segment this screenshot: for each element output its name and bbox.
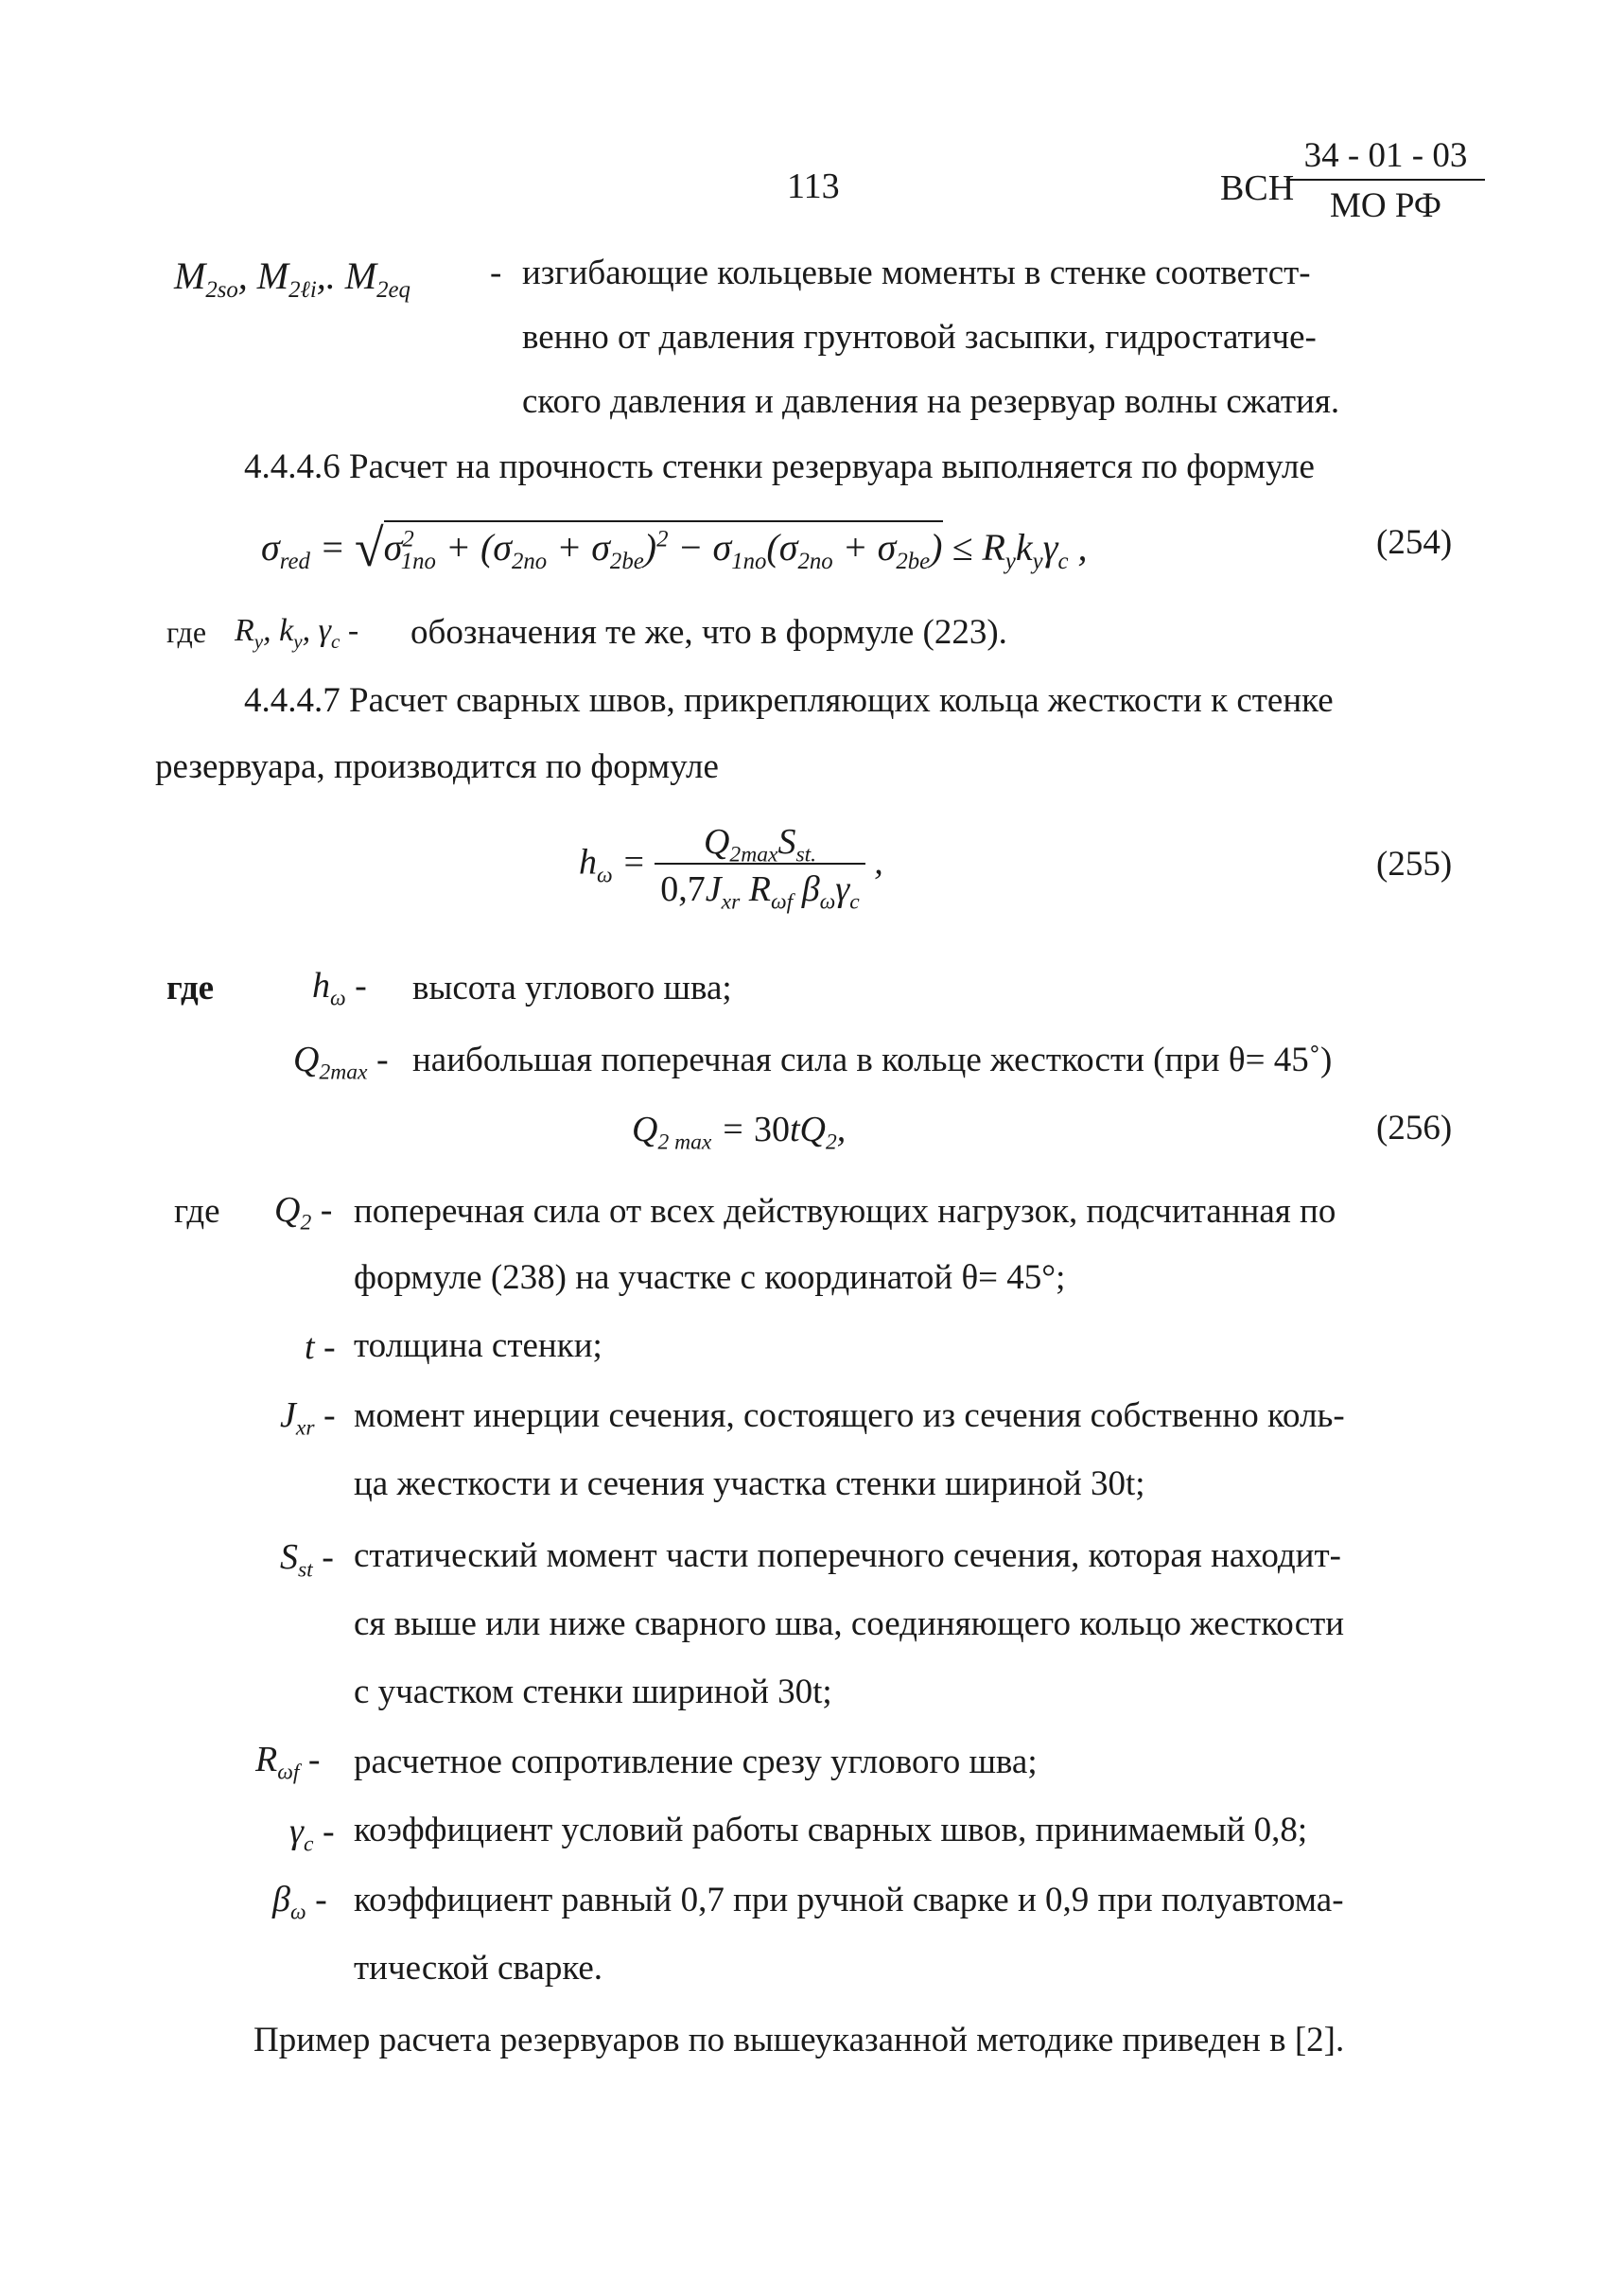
doc-code-bottom: МО РФ <box>1329 186 1442 225</box>
paragraph-4-4-4-7-line-1: 4.4.4.7 Расчет сварных швов, прикрепляющих кольца жесткости к стенке <box>244 681 1334 720</box>
closing-sentence: Пример расчета резервуаров по вышеуказанной методике приведен в [2]. <box>253 2021 1345 2059</box>
doc-code-top: 34 - 01 - 03 <box>1286 138 1485 181</box>
moment-symbols: $M_{2so}$, $M_{2\ell i}$,. $M_{2eq}$ <box>174 254 410 303</box>
legend-jxr-line-2: ца жесткости и сечения участка стенки шириной 30t; <box>354 1464 1145 1503</box>
legend-q2-line-2: формуле (238) на участке с координатой θ= 45°; <box>354 1258 1066 1297</box>
symbol-beta-omega: $\beta_\omega$ - <box>272 1880 327 1925</box>
equation-255-number: (255) <box>1376 845 1453 884</box>
legend-gamma-c-text: коэффициент условий работы сварных швов, принимаемый 0,8; <box>354 1811 1308 1849</box>
legend-sst-line-1: статический момент части поперечного сечения, которая находит- <box>354 1536 1341 1575</box>
equation-254-number: (254) <box>1376 523 1453 562</box>
legend-beta-omega-line-1: коэффициент равный 0,7 при ручной сварке и 0,9 при полуавтома- <box>354 1881 1344 1919</box>
legend-q2max-text: наибольшая поперечная сила в кольце жесткости (при θ= 45˚) <box>412 1041 1333 1079</box>
symbol-h-omega: $h_\omega$ - <box>312 966 367 1011</box>
equation-256: $Q_{2 max} = 30tQ_2$, <box>632 1110 847 1155</box>
where-label-256: где <box>174 1192 220 1231</box>
symbol-q2: $Q_2$ - <box>274 1190 333 1235</box>
doc-prefix: ВСН <box>1220 168 1295 208</box>
moment-line-1: изгибающие кольцевые моменты в стенке соответст- <box>522 254 1311 292</box>
equation-255: $h_\omega$ = $\frac{Q_{2max}S_{st.}}{0,7J_{xr} R_{\omega f} \beta_\omega\gamma_c}$ , <box>579 822 883 915</box>
symbol-gamma-c: $\gamma_c$ - <box>289 1812 335 1857</box>
paragraph-4-4-4-7-line-2: резервуара, производится по формуле <box>155 747 719 786</box>
doc-code <box>1286 138 1485 223</box>
moment-line-3: ского давления и давления на резервуар волны сжатия. <box>522 382 1340 421</box>
where-label-254: где <box>166 615 207 649</box>
legend-h-omega-text: высота углового шва; <box>412 969 732 1007</box>
legend-jxr-line-1: момент инерции сечения, состоящего из сечения собственно коль- <box>354 1396 1345 1435</box>
where-text-254: обозначения те же, что в формуле (223). <box>410 613 1007 652</box>
moment-dash: - <box>490 254 502 292</box>
legend-sst-line-2: ся выше или ниже сварного шва, соединяющего кольцо жесткости <box>354 1604 1345 1643</box>
symbol-t: t - <box>305 1327 336 1367</box>
moment-line-2: венно от давления грунтовой засыпки, гидростатиче- <box>522 318 1317 357</box>
paragraph-4-4-4-6: 4.4.4.6 Расчет на прочность стенки резервуара выполняется по формуле <box>244 447 1315 486</box>
equation-256-number: (256) <box>1376 1109 1453 1148</box>
equation-254: $\sigma_{red} = √\sigma^2_{1no} + (\sigma_{2no} + \sigma_{2be})^2 - \sigma_{1no}(\sigma_{2no} + \sigma_{2be}) \le R_yk_y\gamma_c$ , <box>261 519 1088 578</box>
symbol-sst: $S_{st}$ - <box>280 1537 334 1583</box>
where-label-255: где <box>166 969 215 1007</box>
page-number: 113 <box>787 166 840 206</box>
symbol-q2max: $Q_{2max}$ - <box>293 1040 389 1085</box>
symbol-jxr: $J_{xr}$ - <box>280 1395 336 1441</box>
symbol-rwf: $R_{\omega f}$ - <box>255 1740 321 1785</box>
legend-beta-omega-line-2: тической сварке. <box>354 1949 603 1988</box>
legend-q2-line-1: поперечная сила от всех действующих нагрузок, подсчитанная по <box>354 1192 1336 1231</box>
legend-rwf-text: расчетное сопротивление срезу углового шва; <box>354 1743 1038 1781</box>
legend-t-text: толщина стенки; <box>354 1326 602 1365</box>
where-symbols-254: $R_y$, $k_y$, $\gamma_c$ - <box>235 613 359 653</box>
legend-sst-line-3: с участком стенки шириной 30t; <box>354 1673 832 1711</box>
